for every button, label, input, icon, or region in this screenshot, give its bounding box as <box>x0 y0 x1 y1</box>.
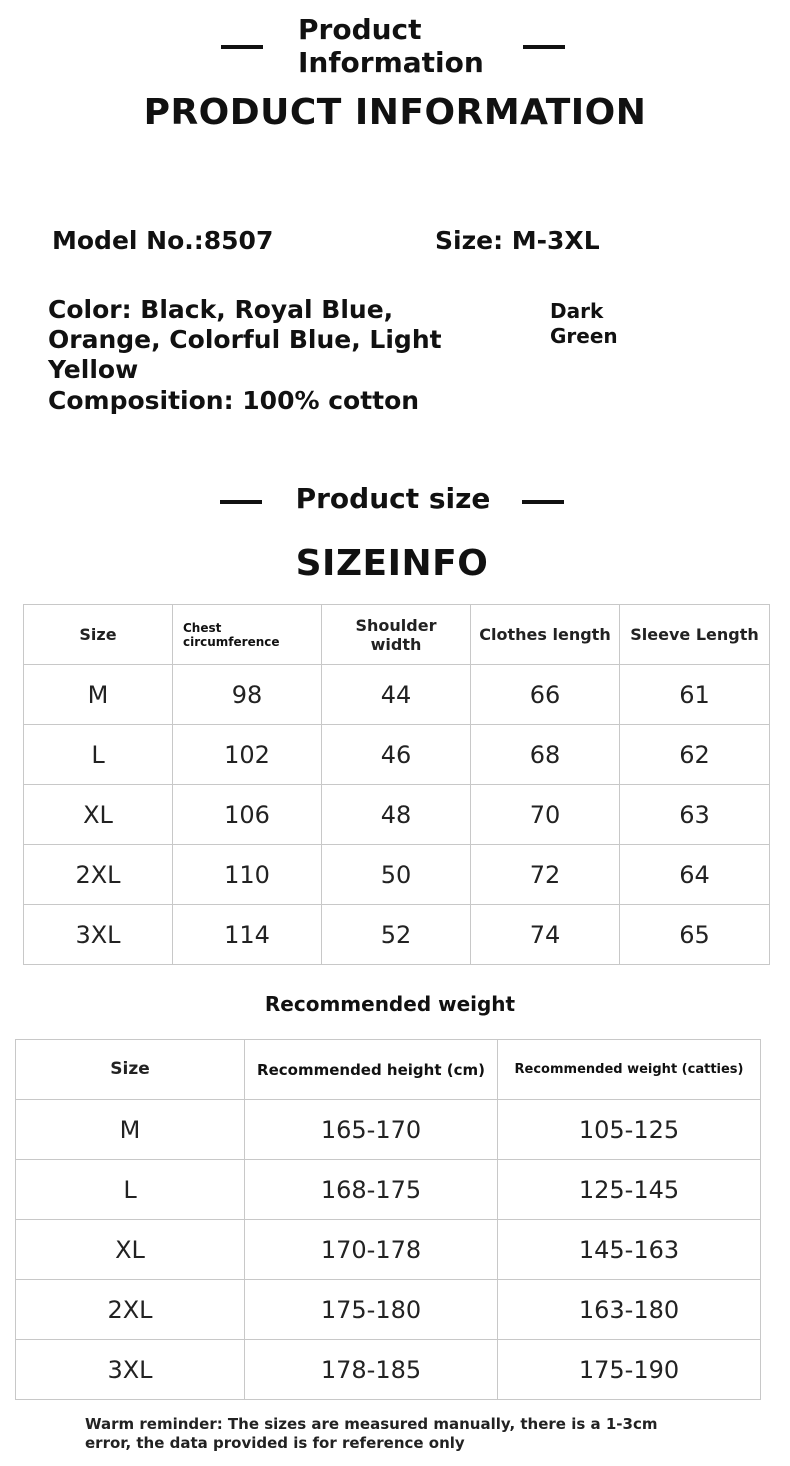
cell-shoulder: 52 <box>322 905 471 965</box>
cell-shoulder: 48 <box>322 785 471 845</box>
small-title: Product Information <box>298 13 484 79</box>
size-big-title: SIZEINFO <box>295 543 489 584</box>
table-row <box>24 725 770 785</box>
weight-title: Recommended weight <box>264 992 516 1016</box>
cell-length: 70 <box>471 785 620 845</box>
table-row <box>24 785 770 845</box>
cell-size: M <box>16 1100 245 1160</box>
cell-height: 178-185 <box>245 1340 498 1400</box>
table-row <box>16 1340 761 1400</box>
header-height: Recommended height (cm) <box>245 1040 498 1100</box>
cell-height: 175-180 <box>245 1280 498 1340</box>
color-list: Color: Black, Royal Blue, Orange, Colorful Blue, Light Yellow <box>48 295 442 384</box>
header-weight: Recommended weight (catties) <box>498 1040 761 1100</box>
table-row <box>16 1220 761 1280</box>
warm-reminder: Warm reminder: The sizes are measured manually, there is a 1-3cm error, the data provided is for reference only <box>85 1415 658 1452</box>
cell-size: 2XL <box>16 1280 245 1340</box>
header-sleeve-length: Sleeve Length <box>620 605 770 665</box>
cell-chest: 102 <box>173 725 322 785</box>
table-row <box>16 1280 761 1340</box>
cell-weight: 163-180 <box>498 1280 761 1340</box>
color-extra: Dark Green <box>550 299 618 348</box>
table-row <box>24 665 770 725</box>
cell-weight: 175-190 <box>498 1340 761 1400</box>
cell-sleeve: 63 <box>620 785 770 845</box>
cell-height: 168-175 <box>245 1160 498 1220</box>
cell-size: M <box>24 665 173 725</box>
size-table <box>23 604 770 965</box>
header-clothes-length: Clothes length <box>471 605 620 665</box>
cell-size: 3XL <box>24 905 173 965</box>
weight-table-header <box>16 1040 761 1100</box>
model-number: Model No.:8507 <box>52 226 274 255</box>
cell-height: 170-178 <box>245 1220 498 1280</box>
cell-length: 72 <box>471 845 620 905</box>
cell-size: XL <box>16 1220 245 1280</box>
table-row <box>16 1100 761 1160</box>
cell-chest: 98 <box>173 665 322 725</box>
cell-sleeve: 62 <box>620 725 770 785</box>
table-row <box>24 905 770 965</box>
title-dash-left <box>221 45 263 49</box>
cell-shoulder: 46 <box>322 725 471 785</box>
cell-shoulder: 44 <box>322 665 471 725</box>
cell-chest: 114 <box>173 905 322 965</box>
header-shoulder: Shoulder width <box>322 605 471 665</box>
size-dash-right <box>522 500 564 504</box>
cell-size: L <box>16 1160 245 1220</box>
size-range: Size: M-3XL <box>435 226 600 255</box>
header-size: Size <box>24 605 173 665</box>
weight-table <box>15 1039 761 1400</box>
size-small-title: Product size <box>295 482 491 515</box>
table-row <box>16 1160 761 1220</box>
cell-length: 68 <box>471 725 620 785</box>
cell-weight: 105-125 <box>498 1100 761 1160</box>
cell-sleeve: 64 <box>620 845 770 905</box>
cell-chest: 106 <box>173 785 322 845</box>
cell-length: 66 <box>471 665 620 725</box>
cell-weight: 125-145 <box>498 1160 761 1220</box>
size-table-header <box>24 605 770 665</box>
cell-height: 165-170 <box>245 1100 498 1160</box>
table-row <box>24 845 770 905</box>
cell-size: 2XL <box>24 845 173 905</box>
title-dash-right <box>523 45 565 49</box>
composition: Composition: 100% cotton <box>48 386 420 415</box>
cell-shoulder: 50 <box>322 845 471 905</box>
page-title: PRODUCT INFORMATION <box>143 92 647 133</box>
header-chest: Chest circumference <box>173 605 322 665</box>
cell-weight: 145-163 <box>498 1220 761 1280</box>
cell-size: L <box>24 725 173 785</box>
header-size: Size <box>16 1040 245 1100</box>
cell-size: 3XL <box>16 1340 245 1400</box>
cell-sleeve: 65 <box>620 905 770 965</box>
cell-length: 74 <box>471 905 620 965</box>
cell-sleeve: 61 <box>620 665 770 725</box>
cell-chest: 110 <box>173 845 322 905</box>
cell-size: XL <box>24 785 173 845</box>
